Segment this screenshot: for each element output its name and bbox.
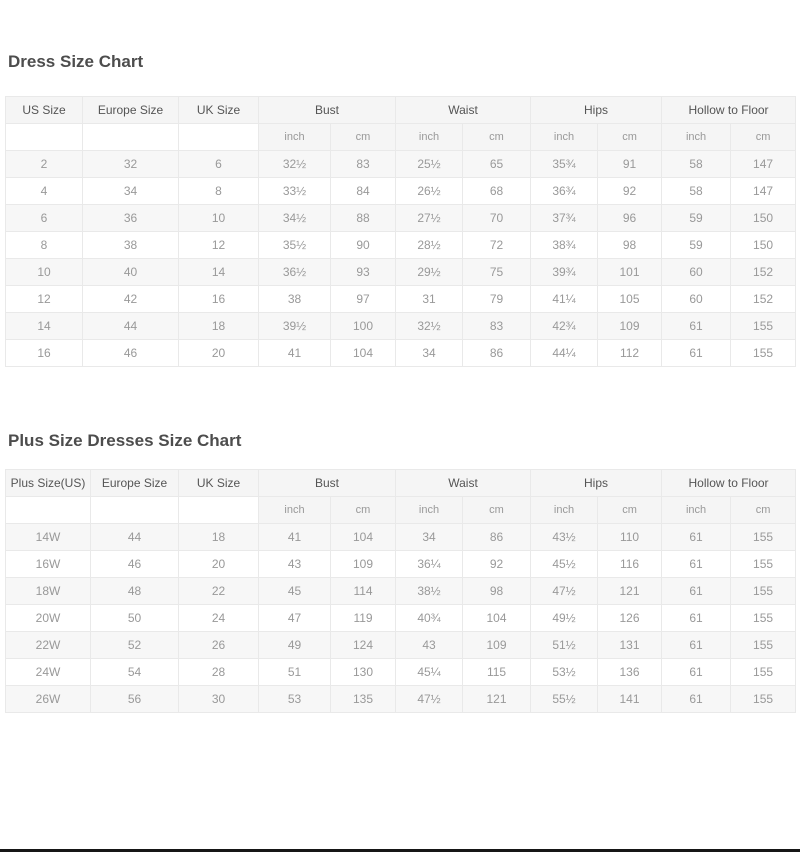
table-cell: 36¼ (396, 551, 463, 578)
header-spacer-cell (179, 497, 259, 524)
unit-header: inch (531, 497, 598, 524)
table-cell: 60 (662, 259, 731, 286)
table-cell: 135 (331, 686, 396, 713)
column-header: Hollow to Floor (662, 97, 796, 124)
table-cell: 8 (179, 178, 259, 205)
table-cell: 25½ (396, 151, 463, 178)
table-cell: 12 (179, 232, 259, 259)
size-chart-page (0, 52, 800, 713)
table-cell: 33½ (259, 178, 331, 205)
table-cell: 45½ (531, 551, 598, 578)
unit-header: inch (259, 497, 331, 524)
table-cell: 101 (598, 259, 662, 286)
table-cell: 44¼ (531, 340, 598, 367)
table-cell: 27½ (396, 205, 463, 232)
table-row (6, 259, 796, 286)
table-cell: 155 (731, 524, 796, 551)
table-cell: 61 (662, 686, 731, 713)
table-cell: 48 (91, 578, 179, 605)
table-cell: 39¾ (531, 259, 598, 286)
table-cell: 47½ (531, 578, 598, 605)
table-cell: 20W (6, 605, 91, 632)
table-cell: 114 (331, 578, 396, 605)
header-spacer-cell (6, 124, 83, 151)
column-header: UK Size (179, 470, 259, 497)
table-cell: 109 (598, 313, 662, 340)
table-cell: 92 (598, 178, 662, 205)
table-cell: 147 (731, 178, 796, 205)
table-cell: 32 (83, 151, 179, 178)
table-cell: 84 (331, 178, 396, 205)
table-cell: 61 (662, 551, 731, 578)
table-cell: 36¾ (531, 178, 598, 205)
table-cell: 49½ (531, 605, 598, 632)
table-cell: 14 (179, 259, 259, 286)
table-cell: 104 (331, 340, 396, 367)
table-cell: 41¼ (531, 286, 598, 313)
table-cell: 35¾ (531, 151, 598, 178)
unit-header: cm (331, 124, 396, 151)
column-header: Hollow to Floor (662, 470, 796, 497)
dress-size-chart-title: Dress Size Chart (8, 52, 144, 71)
table-cell: 39½ (259, 313, 331, 340)
table-row (6, 605, 796, 632)
table-cell: 26 (179, 632, 259, 659)
table-cell: 29½ (396, 259, 463, 286)
table-cell: 40 (83, 259, 179, 286)
table-cell: 141 (598, 686, 662, 713)
unit-header: cm (463, 124, 531, 151)
column-header: Hips (531, 97, 662, 124)
table-row (6, 286, 796, 313)
column-header: Bust (259, 470, 396, 497)
column-header: Europe Size (91, 470, 179, 497)
table-cell: 60 (662, 286, 731, 313)
table-cell: 26W (6, 686, 91, 713)
table-cell: 24W (6, 659, 91, 686)
table-row (6, 659, 796, 686)
table-cell: 49 (259, 632, 331, 659)
table-cell: 61 (662, 524, 731, 551)
table-cell: 56 (91, 686, 179, 713)
unit-header: cm (598, 497, 662, 524)
plus-size-table (5, 469, 796, 713)
table-cell: 155 (731, 551, 796, 578)
table-cell: 34 (83, 178, 179, 205)
table-cell: 14 (6, 313, 83, 340)
table-cell: 28½ (396, 232, 463, 259)
table-cell: 38 (259, 286, 331, 313)
table-cell: 109 (463, 632, 531, 659)
table-cell: 28 (179, 659, 259, 686)
table-row (6, 578, 796, 605)
table-row (6, 151, 796, 178)
table-cell: 155 (731, 686, 796, 713)
unit-header: inch (531, 124, 598, 151)
table-cell: 155 (731, 578, 796, 605)
unit-header: cm (731, 497, 796, 524)
table-cell: 38 (83, 232, 179, 259)
plus-size-chart-title: Plus Size Dresses Size Chart (8, 431, 242, 450)
table-cell: 155 (731, 313, 796, 340)
table-cell: 130 (331, 659, 396, 686)
table-cell: 44 (91, 524, 179, 551)
table-cell: 59 (662, 205, 731, 232)
table-cell: 61 (662, 313, 731, 340)
table-cell: 43 (396, 632, 463, 659)
table-cell: 116 (598, 551, 662, 578)
table-cell: 46 (83, 340, 179, 367)
table-cell: 72 (463, 232, 531, 259)
table-cell: 34½ (259, 205, 331, 232)
table-cell: 42¾ (531, 313, 598, 340)
table-cell: 83 (331, 151, 396, 178)
column-header: UK Size (179, 97, 259, 124)
table-cell: 32½ (396, 313, 463, 340)
table-cell: 61 (662, 578, 731, 605)
table-cell: 121 (463, 686, 531, 713)
table-cell: 40¾ (396, 605, 463, 632)
table-cell: 4 (6, 178, 83, 205)
table-cell: 75 (463, 259, 531, 286)
table-cell: 124 (331, 632, 396, 659)
table-cell: 93 (331, 259, 396, 286)
table-row (6, 178, 796, 205)
table-cell: 155 (731, 632, 796, 659)
table-cell: 6 (179, 151, 259, 178)
table-cell: 61 (662, 659, 731, 686)
table-cell: 150 (731, 232, 796, 259)
table-row (6, 686, 796, 713)
table-cell: 70 (463, 205, 531, 232)
table-cell: 34 (396, 340, 463, 367)
unit-header: cm (731, 124, 796, 151)
table-cell: 61 (662, 632, 731, 659)
group-header-row (6, 97, 796, 124)
unit-header-row (6, 497, 796, 524)
table-cell: 98 (463, 578, 531, 605)
table-cell: 155 (731, 340, 796, 367)
table-cell: 104 (331, 524, 396, 551)
table-cell: 83 (463, 313, 531, 340)
column-header: Hips (531, 470, 662, 497)
table-cell: 45 (259, 578, 331, 605)
table-cell: 43 (259, 551, 331, 578)
table-row (6, 632, 796, 659)
table-cell: 68 (463, 178, 531, 205)
dress-size-chart-section (0, 52, 800, 367)
table-cell: 10 (6, 259, 83, 286)
table-cell: 46 (91, 551, 179, 578)
table-cell: 121 (598, 578, 662, 605)
unit-header: inch (396, 124, 463, 151)
table-cell: 45¼ (396, 659, 463, 686)
table-cell: 97 (331, 286, 396, 313)
table-row (6, 313, 796, 340)
table-cell: 109 (331, 551, 396, 578)
table-cell: 51 (259, 659, 331, 686)
table-cell: 65 (463, 151, 531, 178)
table-row (6, 205, 796, 232)
table-cell: 115 (463, 659, 531, 686)
table-cell: 112 (598, 340, 662, 367)
table-cell: 47½ (396, 686, 463, 713)
table-cell: 16 (6, 340, 83, 367)
table-cell: 96 (598, 205, 662, 232)
table-cell: 34 (396, 524, 463, 551)
table-cell: 152 (731, 286, 796, 313)
unit-header: cm (463, 497, 531, 524)
table-cell: 131 (598, 632, 662, 659)
table-cell: 30 (179, 686, 259, 713)
table-cell: 98 (598, 232, 662, 259)
table-cell: 53 (259, 686, 331, 713)
unit-header: inch (259, 124, 331, 151)
table-cell: 110 (598, 524, 662, 551)
table-cell: 2 (6, 151, 83, 178)
table-cell: 16W (6, 551, 91, 578)
table-cell: 20 (179, 551, 259, 578)
table-cell: 155 (731, 659, 796, 686)
table-cell: 10 (179, 205, 259, 232)
table-cell: 126 (598, 605, 662, 632)
table-cell: 59 (662, 232, 731, 259)
table-cell: 55½ (531, 686, 598, 713)
table-cell: 31 (396, 286, 463, 313)
table-cell: 44 (83, 313, 179, 340)
table-cell: 47 (259, 605, 331, 632)
column-header: Plus Size(US) (6, 470, 91, 497)
table-cell: 61 (662, 605, 731, 632)
table-cell: 37¾ (531, 205, 598, 232)
table-cell: 150 (731, 205, 796, 232)
table-cell: 79 (463, 286, 531, 313)
table-row (6, 551, 796, 578)
column-header: Waist (396, 97, 531, 124)
table-cell: 38½ (396, 578, 463, 605)
table-cell: 51½ (531, 632, 598, 659)
table-cell: 8 (6, 232, 83, 259)
table-cell: 91 (598, 151, 662, 178)
table-cell: 20 (179, 340, 259, 367)
table-cell: 54 (91, 659, 179, 686)
table-cell: 86 (463, 340, 531, 367)
table-cell: 90 (331, 232, 396, 259)
table-cell: 105 (598, 286, 662, 313)
table-cell: 36 (83, 205, 179, 232)
table-cell: 88 (331, 205, 396, 232)
table-cell: 35½ (259, 232, 331, 259)
unit-header: inch (662, 497, 731, 524)
column-header: Bust (259, 97, 396, 124)
table-cell: 100 (331, 313, 396, 340)
header-spacer-cell (91, 497, 179, 524)
table-row (6, 524, 796, 551)
group-header-row (6, 470, 796, 497)
table-cell: 32½ (259, 151, 331, 178)
table-cell: 58 (662, 151, 731, 178)
header-spacer-cell (83, 124, 179, 151)
table-cell: 86 (463, 524, 531, 551)
table-cell: 18 (179, 524, 259, 551)
table-cell: 104 (463, 605, 531, 632)
plus-size-chart-section (0, 431, 800, 713)
table-row (6, 232, 796, 259)
table-cell: 119 (331, 605, 396, 632)
table-cell: 22 (179, 578, 259, 605)
table-cell: 50 (91, 605, 179, 632)
table-cell: 53½ (531, 659, 598, 686)
table-cell: 136 (598, 659, 662, 686)
table-cell: 22W (6, 632, 91, 659)
table-cell: 18 (179, 313, 259, 340)
table-cell: 92 (463, 551, 531, 578)
table-cell: 14W (6, 524, 91, 551)
column-header: Europe Size (83, 97, 179, 124)
table-cell: 58 (662, 178, 731, 205)
unit-header: cm (331, 497, 396, 524)
table-cell: 152 (731, 259, 796, 286)
unit-header: inch (396, 497, 463, 524)
table-cell: 18W (6, 578, 91, 605)
table-cell: 36½ (259, 259, 331, 286)
column-header: Waist (396, 470, 531, 497)
table-cell: 16 (179, 286, 259, 313)
table-cell: 61 (662, 340, 731, 367)
table-cell: 26½ (396, 178, 463, 205)
table-cell: 12 (6, 286, 83, 313)
unit-header-row (6, 124, 796, 151)
table-cell: 6 (6, 205, 83, 232)
table-cell: 52 (91, 632, 179, 659)
table-cell: 42 (83, 286, 179, 313)
table-cell: 155 (731, 605, 796, 632)
header-spacer-cell (179, 124, 259, 151)
table-row (6, 340, 796, 367)
table-cell: 147 (731, 151, 796, 178)
column-header: US Size (6, 97, 83, 124)
table-cell: 38¾ (531, 232, 598, 259)
unit-header: inch (662, 124, 731, 151)
table-cell: 43½ (531, 524, 598, 551)
table-cell: 41 (259, 524, 331, 551)
dress-size-table (5, 96, 796, 367)
header-spacer-cell (6, 497, 91, 524)
table-cell: 24 (179, 605, 259, 632)
unit-header: cm (598, 124, 662, 151)
table-cell: 41 (259, 340, 331, 367)
